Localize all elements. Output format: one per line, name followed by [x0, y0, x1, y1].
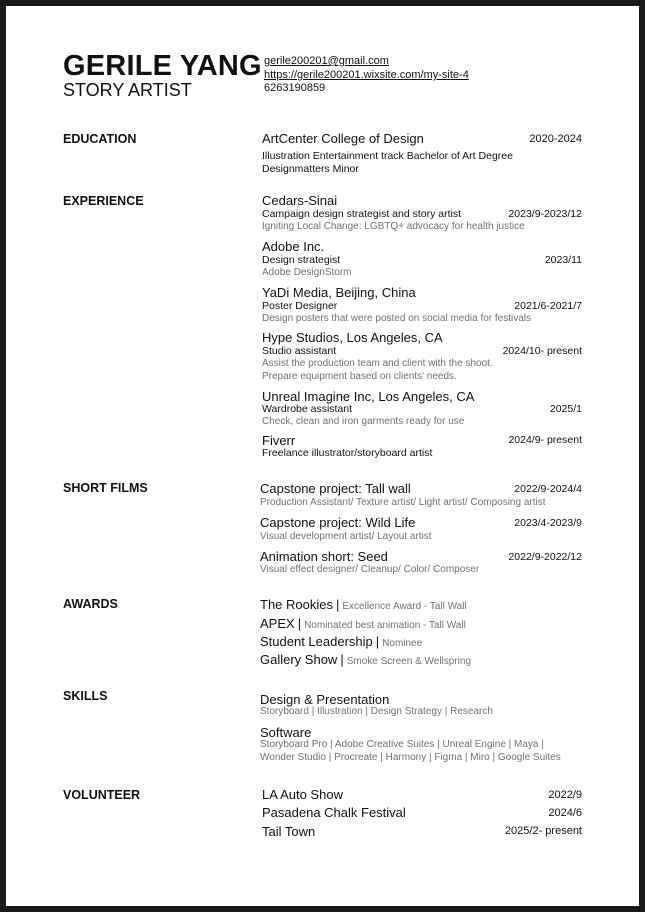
candidate-name: GERILE YANG [63, 50, 262, 82]
experience-role: Freelance illustrator/storyboard artist [262, 447, 433, 459]
experience-role: Campaign design strategist and story artist [262, 208, 462, 220]
phone-number: 6263190859 [264, 82, 326, 94]
experience-desc: Prepare equipment based on clients' needs. [262, 371, 457, 382]
award-note: Smoke Screen & Wellspring [346, 656, 472, 667]
film-title: Capstone project: Wild Life [260, 515, 416, 530]
volunteer-dates: 2025/2- present [504, 825, 582, 837]
film-roles: Visual effect designer/ Cleanup/ Color/ Composer [260, 564, 480, 575]
experience-org: Fiverr [262, 433, 296, 448]
skill-group-title: Software [260, 725, 312, 740]
experience-dates: 2024/9- present [508, 434, 582, 446]
skill-list: Wonder Studio | Procreate | Harmony | Figma | Miro | Google Suites [260, 752, 561, 763]
award-note: Nominee [382, 638, 423, 649]
experience-desc: Design posters that were posted on social media for festivals [262, 313, 532, 324]
film-dates: 2023/4-2023/9 [514, 517, 582, 529]
email-link[interactable]: gerile200201@gmail.com [264, 55, 389, 67]
award-separator: | [335, 597, 340, 612]
section-heading-short-films: SHORT FILMS [63, 481, 148, 495]
volunteer-name: Pasadena Chalk Festival [262, 805, 406, 820]
film-roles: Production Assistant/ Texture artist/ Light artist/ Composing artist [260, 497, 546, 508]
award-separator: | [340, 652, 344, 667]
experience-org: Adobe Inc. [262, 239, 325, 254]
experience-dates: 2023/9-2023/12 [508, 208, 582, 220]
experience-dates: 2021/6-2021/7 [514, 300, 582, 312]
film-title: Capstone project: Tall wall [260, 481, 411, 496]
volunteer-name: LA Auto Show [262, 787, 343, 802]
experience-desc: Check, clean and iron garments ready for use [262, 416, 465, 427]
experience-org: Unreal Imagine Inc, Los Angeles, CA [262, 389, 475, 404]
skill-group-title: Design & Presentation [260, 692, 390, 707]
education-detail: Illustration Entertainment track Bachelor of Art Degree [262, 150, 513, 162]
experience-role: Design strategist [262, 254, 341, 266]
candidate-role: STORY ARTIST [63, 80, 192, 100]
film-dates: 2022/9-2022/12 [508, 551, 582, 563]
experience-role: Poster Designer [262, 300, 338, 312]
award-separator: | [297, 616, 302, 631]
education-dates: 2020-2024 [529, 133, 582, 145]
section-heading-experience: EXPERIENCE [63, 194, 144, 208]
award-item [260, 596, 467, 614]
experience-org: Cedars-Sinai [262, 193, 338, 208]
experience-role: Wardrobe assistant [262, 403, 353, 415]
section-heading-awards: AWARDS [63, 597, 118, 611]
award-item [260, 615, 466, 633]
experience-desc: Assist the production team and client with the shoot. [262, 358, 493, 369]
award-item [260, 651, 471, 669]
award-note: Excellence Award - Tall Wall [342, 601, 467, 612]
section-heading-skills: SKILLS [63, 689, 108, 703]
film-title: Animation short: Seed [260, 549, 388, 564]
award-separator: | [375, 634, 380, 649]
skill-list: Storyboard | Illustration | Design Strategy | Research [260, 706, 493, 717]
award-name: The Rookies [260, 597, 333, 612]
volunteer-dates: 2024/6 [548, 807, 582, 819]
volunteer-name: Tail Town [262, 824, 316, 839]
award-name: Student Leadership [260, 634, 373, 649]
experience-org: YaDi Media, Beijing, China [262, 285, 416, 300]
skill-list: Storyboard Pro | Adobe Creative Suites | Unreal Engine | Maya | [260, 739, 544, 750]
volunteer-dates: 2022/9 [548, 789, 582, 801]
experience-desc: Adobe DesignStorm [262, 267, 352, 278]
resume-page [6, 6, 639, 906]
section-heading-education: EDUCATION [63, 132, 137, 146]
award-name: APEX [260, 616, 295, 631]
experience-org: Hype Studios, Los Angeles, CA [262, 330, 443, 345]
award-note: Nominated best animation - Tall Wall [304, 620, 466, 631]
section-heading-volunteer: VOLUNTEER [63, 788, 141, 802]
website-link[interactable]: https://gerile200201.wixsite.com/my-site-4 [264, 69, 469, 81]
education-school: ArtCenter College of Design [262, 131, 424, 146]
experience-desc: Igniting Local Change: LGBTQ+ advocacy for health justice [262, 221, 525, 232]
experience-role: Studio assistant [262, 345, 337, 357]
film-dates: 2022/9-2024/4 [514, 483, 582, 495]
experience-dates: 2023/11 [544, 254, 582, 266]
award-name: Gallery Show [260, 652, 338, 667]
experience-dates: 2025/1 [549, 403, 582, 415]
education-minor: Designmatters Minor [262, 163, 359, 175]
experience-dates: 2024/10- present [502, 345, 582, 357]
film-roles: Visual development artist/ Layout artist [260, 531, 432, 542]
award-item [260, 633, 422, 651]
